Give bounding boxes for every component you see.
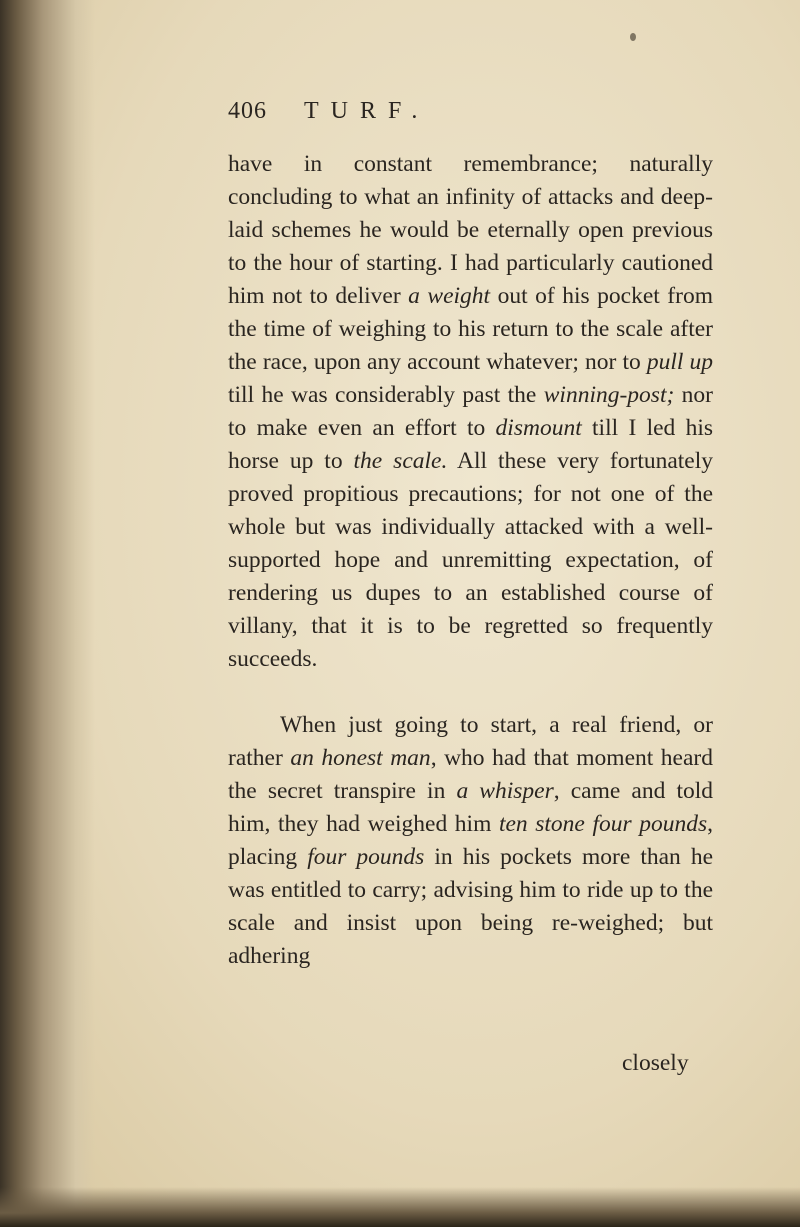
text-run: All these very fortunately proved propitious precautions; for not one of the whole but was individually attacked with a well-supported hope and unremitting expectation, of rendering us dupes to an established course of villany, that it is to be regretted so frequently succeeds. (228, 448, 714, 672)
page-bottom-edge (0, 1187, 800, 1227)
italic-run: the scale. (353, 448, 448, 474)
text-run: nor to make even an effort to (228, 382, 713, 441)
text-run: out of his pocket from the time of weighing to his return to the scale after the race, upon any account whatever; nor to (228, 283, 713, 375)
italic-run: ten stone four pounds (498, 811, 708, 837)
italic-run: pull up (646, 349, 713, 375)
body-text (228, 148, 713, 973)
page-header (228, 98, 648, 138)
text-run: , placing (228, 811, 713, 870)
italic-run: an honest man (290, 745, 431, 771)
italic-run: a whisper (456, 778, 554, 804)
ink-spot (630, 33, 636, 41)
page-binding-shadow (0, 0, 95, 1227)
text-run: , who had that moment heard the secret transpire in (228, 745, 713, 804)
paragraph-1 (228, 148, 713, 676)
running-title: TURF. (304, 98, 430, 124)
text-run: When just going to start, a real friend, or rather (228, 712, 713, 771)
italic-run: winning-post; (543, 382, 675, 408)
text-run: , came and told him, they had weighed him (228, 778, 713, 837)
italic-run: four pounds (307, 844, 425, 870)
italic-run: a weight (408, 283, 491, 309)
page-number: 406 (228, 98, 267, 124)
paragraph-2 (228, 709, 713, 973)
text-run: in his pockets more than he was entitled to carry; advising him to ride up to the scale and insist upon being re-weighed; but adhering (228, 844, 714, 969)
text-run: have in constant remembrance; naturally concluding to what an infinity of attacks and deep-laid schemes he would be eternally open previous to the hour of starting. I had particularly cautioned him not to deliver (228, 151, 713, 309)
italic-run: dismount (495, 415, 582, 441)
catchword: closely (622, 1050, 689, 1076)
text-run: till he was considerably past the (228, 382, 544, 408)
text-run: till I led his horse up to (228, 415, 713, 474)
